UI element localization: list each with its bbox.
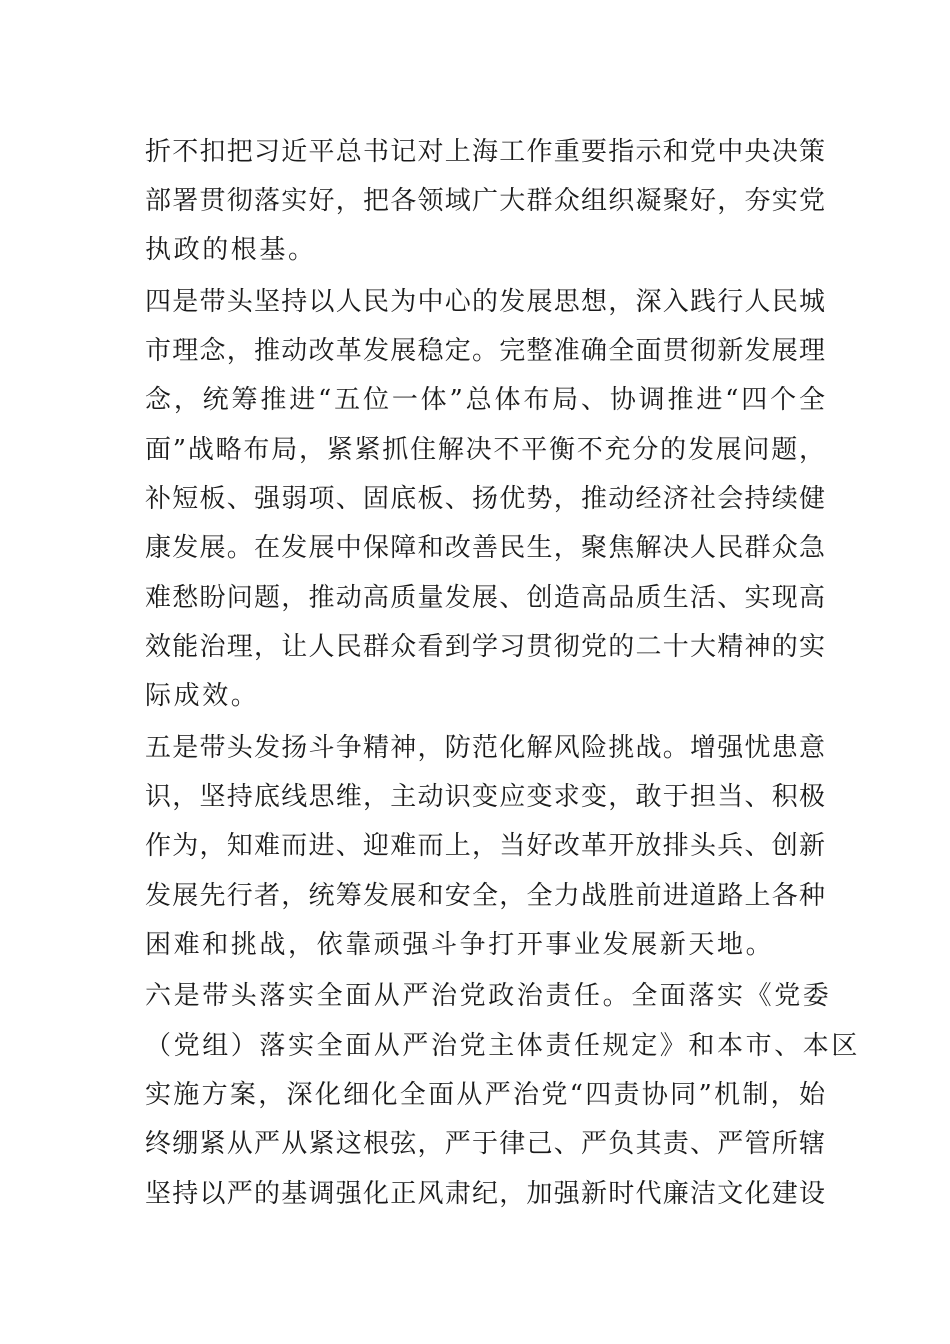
text-line: 作为，知难而进、迎难而上，当好改革开放排头兵、创新 (145, 831, 825, 861)
text-line: 发展先行者，统筹发展和安全，全力战胜前进道路上各种 (145, 881, 825, 911)
text-line: 际成效。 (145, 681, 260, 711)
text-line: 四是带头坚持以人民为中心的发展思想，深入践行人民城 (145, 287, 825, 317)
text-line: 执政的根基。 (145, 235, 317, 265)
text-line: 康发展。在发展中保障和改善民生，聚焦解决人民群众急 (145, 533, 825, 563)
text-line: 市理念，推动改革发展稳定。完整准确全面贯彻新发展理 (145, 336, 825, 366)
text-line: （党组）落实全面从严治党主体责任规定》和本市、本区 (145, 1031, 861, 1061)
text-line: 效能治理，让人民群众看到学习贯彻党的二十大精神的实 (145, 632, 825, 662)
text-line: 困难和挑战，依靠顽强斗争打开事业发展新天地。 (145, 930, 775, 960)
text-line: 念，统筹推进“五位一体”总体布局、协调推进“四个全 (145, 385, 825, 415)
text-line: 部署贯彻落实好，把各领域广大群众组织凝聚好，夯实党 (145, 186, 825, 216)
text-line: 坚持以严的基调强化正风肃纪，加强新时代廉洁文化建设 (145, 1179, 825, 1209)
text-line: 难愁盼问题，推动高质量发展、创造高品质生活、实现高 (145, 583, 825, 613)
text-line: 识，坚持底线思维，主动识变应变求变，敢于担当、积极 (145, 782, 825, 812)
text-line: 六是带头落实全面从严治党政治责任。全面落实《党委 (145, 981, 832, 1011)
text-line: 补短板、强弱项、固底板、扬优势，推动经济社会持续健 (145, 484, 825, 514)
text-line: 五是带头发扬斗争精神，防范化解风险挑战。增强忧患意 (145, 733, 825, 763)
text-line: 面”战略布局，紧紧抓住解决不平衡不充分的发展问题， (145, 435, 825, 465)
text-line: 折不扣把习近平总书记对上海工作重要指示和党中央决策 (145, 137, 825, 167)
text-line: 实施方案，深化细化全面从严治党“四责协同”机制，始 (145, 1080, 825, 1110)
text-line: 终绷紧从严从紧这根弦，严于律己、严负其责、严管所辖 (145, 1129, 825, 1159)
